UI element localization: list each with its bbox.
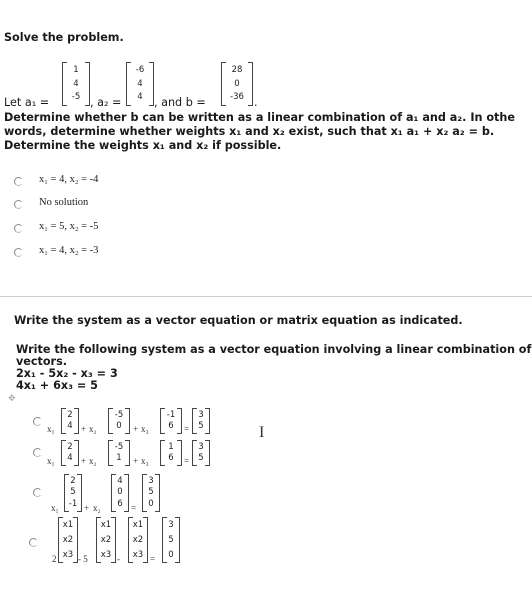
q1-option-2-radio[interactable] (14, 200, 23, 209)
opt1-col-3-entry-2: 6 (168, 421, 174, 431)
opt4-col-1 (58, 517, 78, 563)
opt1-col-1-entry-1: 2 (67, 410, 73, 420)
vector-b (221, 62, 253, 106)
opt4-rhs-entry-3: 0 (168, 550, 174, 560)
text-cursor-icon: I (259, 424, 265, 441)
opt4-rhs (162, 517, 180, 563)
q2-text-line-1: Write the following system as a vector equation involving a linear combination of (16, 343, 532, 356)
q1-option-1[interactable]: x₁ = 4, x₂ = -4 (39, 174, 99, 185)
opt2-x2: x₂ (89, 456, 97, 466)
opt2-equals: = (184, 456, 190, 466)
q1-text-line-1: Determine whether b can be written as a linear combination of a₁ and a₂. In othe (4, 111, 515, 124)
opt4-col-2-entry-2: x2 (100, 535, 112, 545)
opt1-col-1 (61, 408, 79, 434)
b-entry-3: -36 (230, 92, 244, 102)
opt4-equals: = (150, 554, 156, 564)
opt3-col-1 (64, 474, 82, 512)
q1-text-line-2: words, determine whether weights x₁ and x₂ exist, such that x₁ a₁ + x₂ a₂ = b. (4, 125, 495, 138)
q1-option-2[interactable]: No solution (39, 197, 89, 208)
opt4-col-2 (96, 517, 116, 563)
opt4-col-2-entry-3: x3 (100, 550, 112, 560)
section-divider (0, 296, 532, 297)
opt1-col-1-entry-2: 4 (67, 421, 73, 431)
opt4-minus-5: - 5 (78, 554, 88, 564)
opt2-col-3-entry-2: 6 (168, 453, 174, 463)
opt2-col-2 (108, 440, 130, 466)
a1-entry-2: 4 (73, 79, 79, 89)
opt3-col-2-entry-1: 4 (117, 476, 123, 486)
opt3-rhs-entry-3: 0 (148, 499, 154, 509)
q2-title: Write the system as a vector equation or matrix equation as indicated. (14, 314, 463, 327)
opt1-col-3-entry-1: -1 (166, 410, 176, 420)
q1-title: Solve the problem. (4, 31, 124, 44)
opt2-col-1-entry-2: 4 (67, 453, 73, 463)
opt2-plus-1: + (81, 456, 87, 466)
opt2-plus-2: + (133, 456, 139, 466)
opt3-col-2-entry-2: 0 (117, 487, 123, 497)
opt4-col-3 (128, 517, 148, 563)
a1-entry-3: -5 (71, 92, 81, 102)
a2-label: , a₂ = (90, 96, 122, 109)
a2-entry-3: 4 (137, 92, 143, 102)
b-entry-2: 0 (234, 79, 240, 89)
let-a1-label: Let a₁ = (4, 96, 50, 109)
opt3-rhs-entry-2: 5 (148, 487, 154, 497)
opt1-col-3 (160, 408, 182, 434)
opt2-col-1 (61, 440, 79, 466)
opt4-col-3-entry-1: x1 (132, 520, 144, 530)
q1-option-3-radio[interactable] (14, 224, 23, 233)
opt4-coef-2: 2 (52, 554, 57, 564)
q1-option-1-radio[interactable] (14, 177, 23, 186)
opt3-x2: x₂ (93, 503, 101, 513)
opt3-col-1-entry-1: 2 (70, 476, 76, 486)
opt3-col-2 (111, 474, 129, 512)
opt2-col-3-entry-1: 1 (168, 442, 174, 452)
a1-entry-1: 1 (73, 65, 79, 75)
opt3-col-1-entry-3: -1 (68, 499, 78, 509)
opt2-x1: x₁ (47, 456, 55, 466)
q1-option-4[interactable]: x₁ = 4, x₂ = -3 (39, 245, 99, 256)
q1-option-3[interactable]: x₁ = 5, x₂ = -5 (39, 221, 99, 232)
a2-entry-2: 4 (137, 79, 143, 89)
opt2-col-2-entry-1: -5 (114, 442, 124, 452)
opt3-rhs (142, 474, 160, 512)
opt3-x1: x₁ (51, 503, 59, 513)
opt2-col-1-entry-1: 2 (67, 442, 73, 452)
q2-option-1-radio[interactable] (33, 417, 42, 426)
opt4-col-3-entry-3: x3 (132, 550, 144, 560)
opt1-rhs-entry-1: 3 (198, 410, 204, 420)
opt3-col-1-entry-2: 5 (70, 487, 76, 497)
opt1-col-2 (108, 408, 130, 434)
opt4-col-1-entry-2: x2 (62, 535, 74, 545)
opt2-col-2-entry-2: 1 (116, 453, 122, 463)
q2-equation-2: 4x₁ + 6x₃ = 5 (16, 379, 98, 392)
q1-option-4-radio[interactable] (14, 248, 23, 257)
opt4-col-3-entry-2: x2 (132, 535, 144, 545)
vector-a2 (126, 62, 154, 106)
opt1-x2: x₂ (89, 424, 97, 434)
opt1-rhs-entry-2: 5 (198, 421, 204, 431)
opt4-col-1-entry-1: x1 (62, 520, 74, 530)
q2-equation-1: 2x₁ - 5x₂ - x₃ = 3 (16, 367, 118, 380)
opt2-rhs-entry-2: 5 (198, 453, 204, 463)
q2-option-3-radio[interactable] (33, 488, 42, 497)
opt2-x3: x₃ (141, 456, 149, 466)
opt4-rhs-entry-1: 3 (168, 520, 174, 530)
opt4-rhs-entry-2: 5 (168, 535, 174, 545)
q2-option-2-radio[interactable] (33, 448, 42, 457)
b-label: , and b = (154, 96, 206, 109)
opt2-col-3 (160, 440, 182, 466)
opt1-plus-2: + (133, 424, 139, 434)
opt3-col-2-entry-3: 6 (117, 499, 123, 509)
b-entry-1: 28 (231, 65, 243, 75)
opt1-equals: = (184, 424, 190, 434)
opt1-rhs (192, 408, 210, 434)
opt4-minus: - (117, 554, 120, 564)
vector-a1 (62, 62, 90, 106)
opt3-equals: = (131, 503, 137, 513)
opt2-rhs-entry-1: 3 (198, 442, 204, 452)
a2-entry-1: -6 (135, 65, 145, 75)
opt3-plus: + (84, 503, 90, 513)
opt1-x3: x₃ (141, 424, 149, 434)
q2-text-line-2: vectors. (16, 355, 67, 368)
opt1-col-2-entry-1: -5 (114, 410, 124, 420)
move-handle-icon: ✥ (8, 394, 16, 404)
opt1-col-2-entry-2: 0 (116, 421, 122, 431)
opt4-col-2-entry-1: x1 (100, 520, 112, 530)
q1-text-line-3: Determine the weights x₁ and x₂ if possible. (4, 139, 282, 152)
opt4-col-1-entry-3: x3 (62, 550, 74, 560)
q2-option-4-radio[interactable] (29, 538, 38, 547)
opt1-plus-1: + (81, 424, 87, 434)
opt3-rhs-entry-1: 3 (148, 476, 154, 486)
let-end-period: . (254, 96, 258, 109)
opt2-rhs (192, 440, 210, 466)
opt1-x1: x₁ (47, 424, 55, 434)
